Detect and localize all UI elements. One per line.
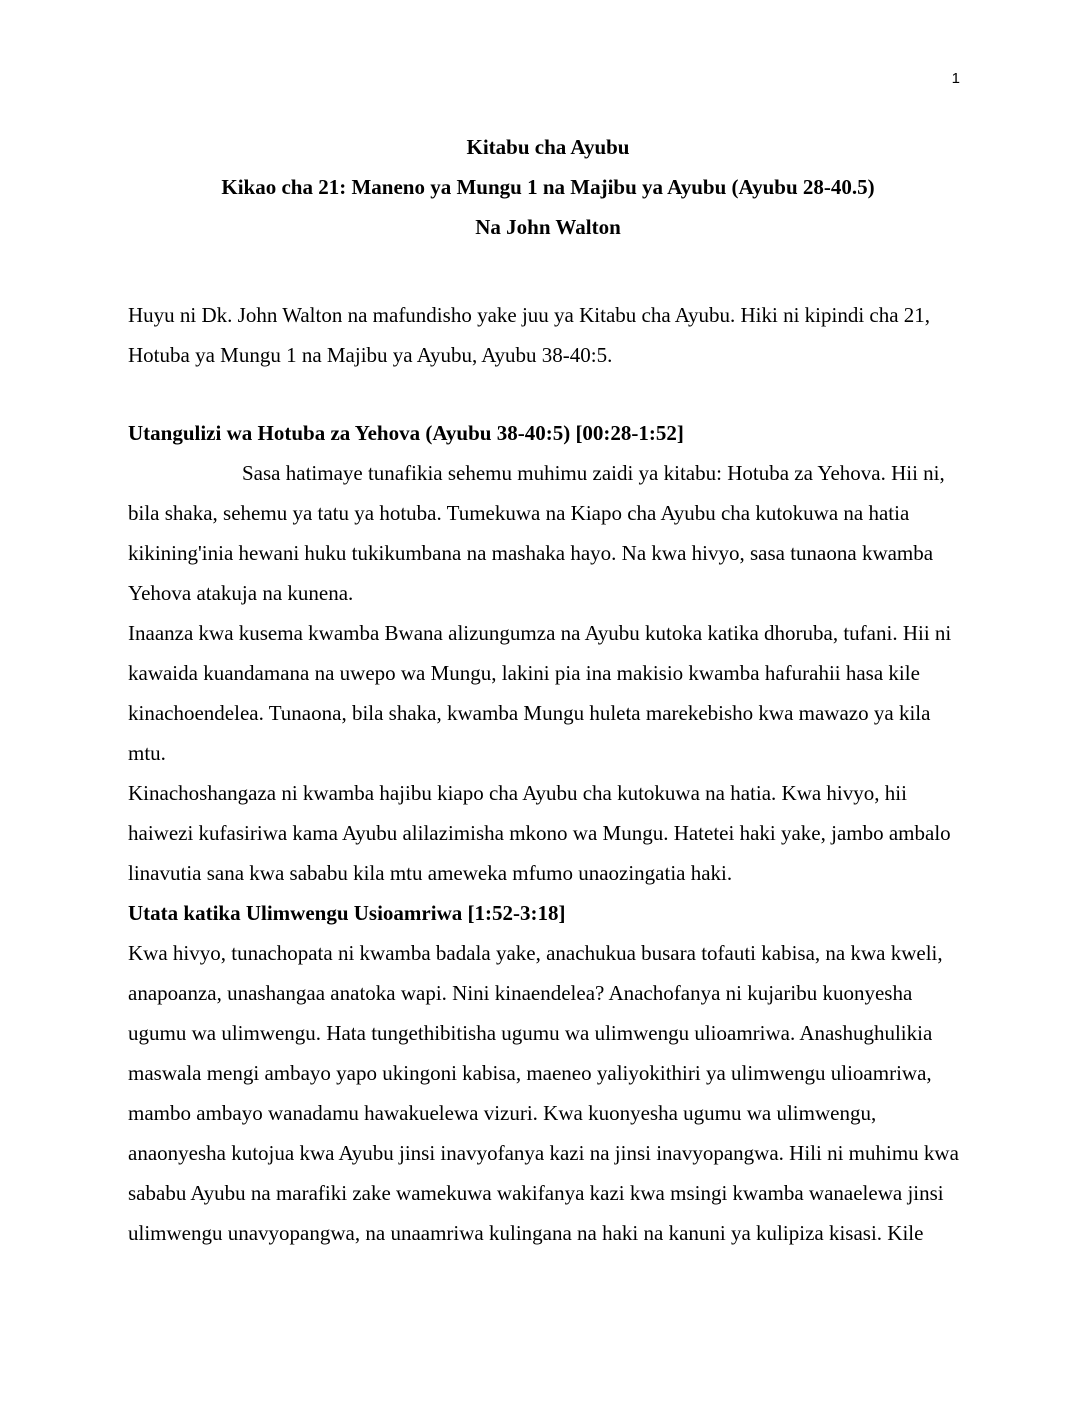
session-title: Kikao cha 21: Maneno ya Mungu 1 na Majibu ya Ayubu (Ayubu 28-40.5) (221, 175, 875, 199)
document-body (128, 127, 968, 1253)
paragraph: Kinachoshangaza ni kwamba hajibu kiapo cha Ayubu cha kutokuwa na hatia. Kwa hivyo, hii haiwezi kufasiriwa kama Ayubu alilazimisha mkono wa Mungu. Hatetei haki yake, jambo ambalo linavutia sana kwa sababu kila mtu ameweka mfumo unaozingatia haki. (128, 781, 951, 885)
paragraph: Kwa hivyo, tunachopata ni kwamba badala yake, anachukua busara tofauti kabisa, na kwa kweli, anapoanza, unashangaa anatoka wapi. Nini kinaendelea? Anachofanya ni kujaribu kuonyesha ugumu wa ulimwengu. Hata tungethibitisha ugumu wa ulimwengu ulioamriwa. Anashughulikia maswala mengi ambayo yapo ukingoni kabisa, maeneo yaliyokithiri ya ulimwengu ulioamriwa, mambo ambayo wanadamu hawakuelewa vizuri. Kwa kuonyesha ugumu wa ulimwengu, anaonyesha kutojua kwa Ayubu jinsi inavyofanya kazi na jinsi inavyopangwa. Hili ni muhimu kwa sababu Ayubu na marafiki zake wamekuwa wakifanya kazi kwa msingi kwamba wanaelewa jinsi ulimwengu unavyopangwa, na unaamriwa kulingana na haki na kanuni ya kulipiza kisasi. Kile (128, 941, 959, 1245)
author-line: Na John Walton (475, 215, 621, 239)
page-number: 1 (951, 70, 960, 87)
paragraph: Inaanza kwa kusema kwamba Bwana alizungumza na Ayubu kutoka katika dhoruba, tufani. Hii ni kawaida kuandamana na uwepo wa Mungu, lakini pia ina makisio kwamba hafurahii hasa kile kinachoendelea. Tunaona, bila shaka, kwamba Mungu huleta marekebisho kwa mawazo ya kila mtu. (128, 621, 952, 765)
section-heading: Utangulizi wa Hotuba za Yehova (Ayubu 38-40:5) [00:28-1:52] (128, 421, 684, 445)
book-title: Kitabu cha Ayubu (466, 135, 630, 159)
intro-paragraph: Huyu ni Dk. John Walton na mafundisho yake juu ya Kitabu cha Ayubu. Hiki ni kipindi cha 21, Hotuba ya Mungu 1 na Majibu ya Ayubu, Ayubu 38-40:5. (128, 303, 931, 367)
section-heading: Utata katika Ulimwengu Usioamriwa [1:52-3:18] (128, 901, 566, 925)
paragraph: Sasa hatimaye tunafikia sehemu muhimu zaidi ya kitabu: Hotuba za Yehova. Hii ni, bila shaka, sehemu ya tatu ya hotuba. Tumekuwa na Kiapo cha Ayubu cha kutokuwa na hatia kikining'inia hewani huku tukikumbana na mashaka hayo. Na kwa hivyo, sasa tunaona kwamba Yehova atakuja na kunena. (128, 461, 945, 605)
